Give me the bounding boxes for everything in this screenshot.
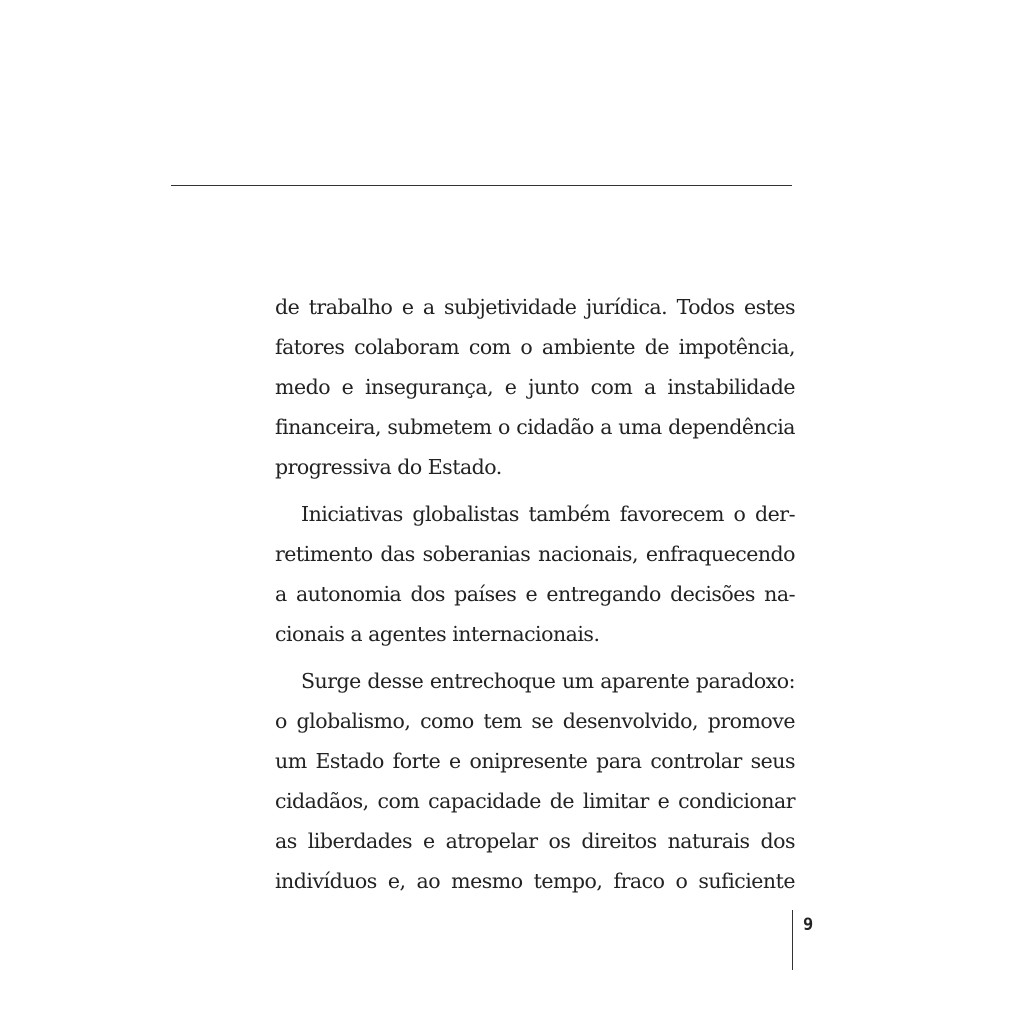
text-line: financeira, submetem o cidadão a uma dependência <box>275 415 795 439</box>
folio-rule <box>792 910 793 970</box>
text-line: cidadãos, com capacidade de limitar e condicionar <box>275 789 795 813</box>
text-line: cionais a agentes internacionais. <box>275 622 600 646</box>
header-rule <box>171 185 792 186</box>
text-line: indivíduos e, ao mesmo tempo, fraco o suficiente <box>275 869 795 893</box>
text-line: fatores colaboram com o ambiente de impotência, <box>275 335 795 359</box>
page-number: 9 <box>803 915 814 935</box>
paragraph-1 <box>275 287 795 487</box>
body-text <box>275 287 795 901</box>
text-line: um Estado forte e onipresente para controlar seus <box>275 749 795 773</box>
text-line: medo e insegurança, e junto com a instabilidade <box>275 375 795 399</box>
paragraph-2 <box>275 494 795 654</box>
text-line: progressiva do Estado. <box>275 455 502 479</box>
text-line: Iniciativas globalistas também favorecem o der- <box>301 502 795 526</box>
text-line: Surge desse entrechoque um aparente paradoxo: <box>301 669 795 693</box>
text-line: as liberdades e atropelar os direitos naturais dos <box>275 829 795 853</box>
paragraph-3 <box>275 661 795 901</box>
text-line: a autonomia dos países e entregando decisões na- <box>275 582 795 606</box>
text-line: retimento das soberanias nacionais, enfraquecendo <box>275 542 795 566</box>
text-line: de trabalho e a subjetividade jurídica. Todos estes <box>275 295 795 319</box>
text-line: o globalismo, como tem se desenvolvido, promove <box>275 709 795 733</box>
